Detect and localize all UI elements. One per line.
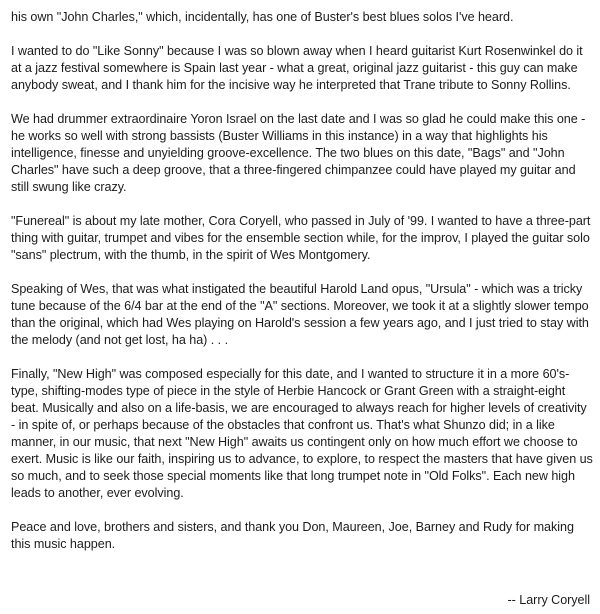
paragraph-closing: Peace and love, brothers and sisters, and thank you Don, Maureen, Joe, Barney and Rudy for making this music happen. [11, 520, 574, 551]
paragraph-john-charles: his own "John Charles," which, incidentally, has one of Buster's best blues solos I've heard. [11, 10, 514, 24]
paragraph-ursula: Speaking of Wes, that was what instigated the beautiful Harold Land opus, "Ursula" - which was a tricky tune because of the 6/4 bar at the end of the "A" sections. Moreover, we took it at a slightly slower tempo than the original, which had Wes playing on Harold's session a few years ago, and I just tried to stay with the melody (and not get lost, ha ha) . . . [11, 282, 589, 347]
paragraph-funereal: "Funereal" is about my late mother, Cora Coryell, who passed in July of '99. I wanted to have a three-part thing with guitar, trumpet and vibes for the ensemble section while, for the improv, I played the guitar solo "sans" plectrum, with the thumb, in the spirit of Wes Montgomery. [11, 214, 591, 262]
paragraph-yoron-israel: We had drummer extraordinaire Yoron Israel on the last date and I was so glad he could make this one - he works so well with strong bassists (Buster Williams in this instance) in a way that highlights his intelligence, finesse and unyielding groove-excellence. The two blues on this date, "Bags" and "John Charles" have such a deep groove, that a three-fingered chimpanzee could have played my guitar and still swung like crazy. [11, 112, 586, 194]
paragraph-like-sonny: I wanted to do "Like Sonny" because I was so blown away when I heard guitarist Kurt Rosenwinkel do it at a jazz festival somewhere is Spain last year - what a great, original jazz guitarist - this guy can make anybody sweat, and I thank him for the incisive way he interpreted that Trane tribute to Sonny Rollins. [11, 44, 583, 92]
signature: -- Larry Coryell [507, 593, 590, 607]
paragraph-new-high: Finally, "New High" was composed especially for this date, and I wanted to structure it in a more 60's-type, shifting-modes type of piece in the style of Herbie Hancock or Grant Green with a straight-eight beat. Musically and also on a life-basis, we are encouraged to always reach for higher levels of creativity - in spite of, or perhaps because of the obstacles that confront us. That's what Shunzo did; in a like manner, in our music, that next "New High" awaits us contingent only on how much effort we choose to exert. Music is like our faith, inspiring us to advance, to explore, to respect the masters that have given us so much, and to seek those special moments like that long trumpet note in "Old Folks". Each new high leads to another, ever evolving. [11, 367, 593, 500]
liner-notes-body [11, 9, 594, 570]
